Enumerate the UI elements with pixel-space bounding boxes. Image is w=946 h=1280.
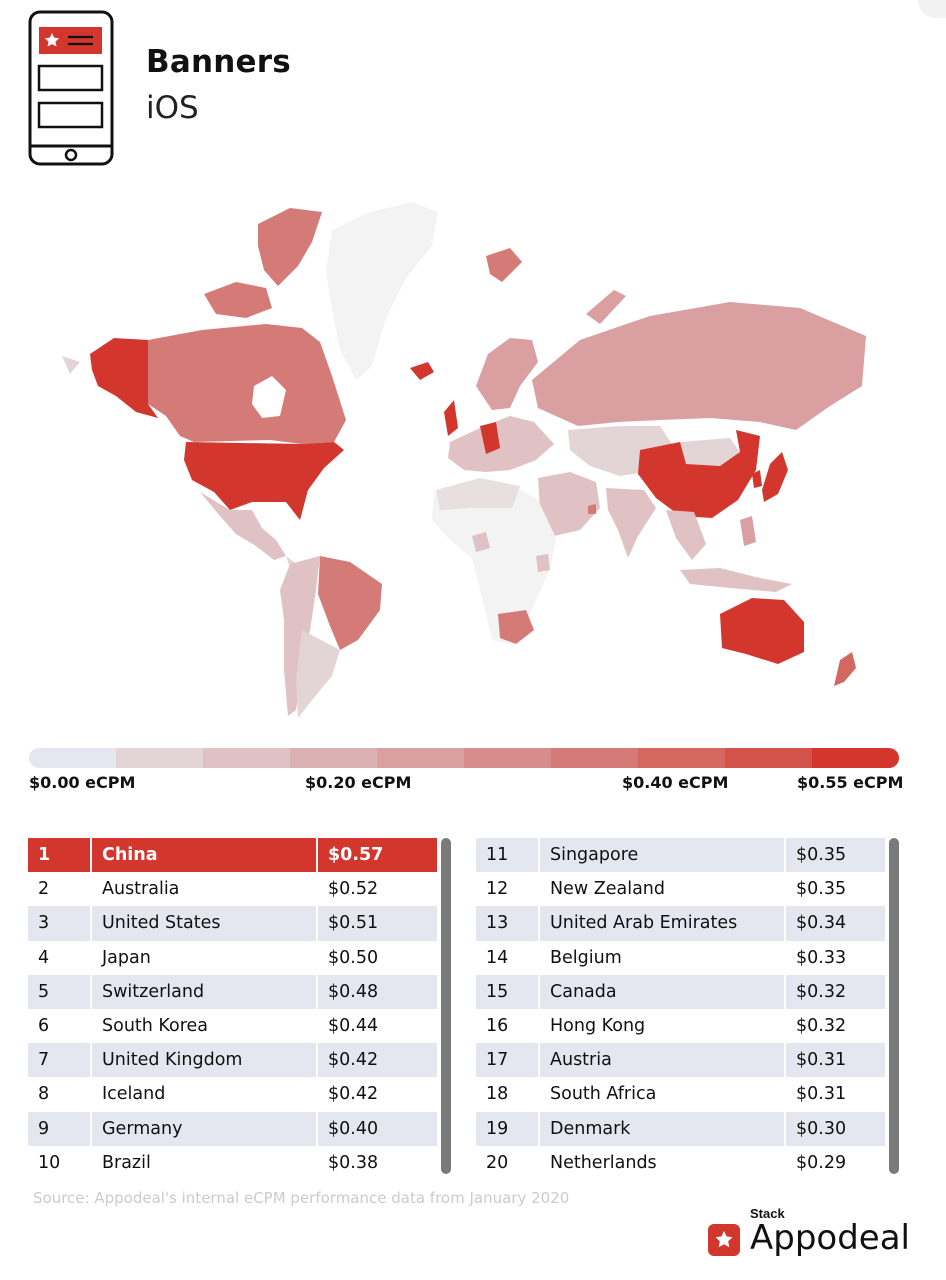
table-cell-country: Iceland (91, 1077, 317, 1111)
table-cell-country: China (91, 838, 317, 872)
legend-step (377, 748, 464, 768)
table-cell-country: South Korea (91, 1009, 317, 1043)
table-cell-rank: 4 (38, 947, 50, 968)
table-cell-value: $0.32 (785, 975, 885, 1009)
north-africa-region (436, 478, 520, 510)
legend-label-020: $0.20 eCPM (305, 773, 412, 792)
russia-region (532, 302, 866, 430)
table-cell-value: $0.32 (785, 1009, 885, 1043)
canada-region (148, 324, 346, 444)
table-cell-rank: 17 (476, 1043, 539, 1077)
scandinavia-region (476, 338, 538, 410)
legend-step (638, 748, 725, 768)
table-cell-value: $0.31 (785, 1043, 885, 1077)
table-cell-rank: 20 (486, 1152, 509, 1173)
table-row (28, 906, 437, 940)
page-subtitle: iOS (146, 90, 199, 126)
philippines-region (740, 516, 756, 546)
scrollbar-left[interactable] (441, 838, 451, 1174)
argentina-region (296, 630, 340, 718)
legend-label-min: $0.00 eCPM (29, 773, 136, 792)
united-states-region (184, 442, 344, 520)
table-row (28, 1009, 437, 1043)
kenya-region (536, 554, 550, 572)
page-title: Banners (146, 44, 291, 80)
table-cell-value: $0.51 (317, 906, 437, 940)
table-cell-country: United Arab Emirates (539, 906, 785, 940)
legend-step (290, 748, 377, 768)
table-cell-country: Brazil (91, 1146, 317, 1180)
table-cell-country: Hong Kong (539, 1009, 785, 1043)
table-cell-value: $0.38 (317, 1146, 437, 1180)
table-row (476, 838, 885, 872)
appodeal-star-logo-icon (708, 1224, 740, 1256)
table-cell-value: $0.29 (785, 1146, 885, 1180)
table-row (476, 1112, 885, 1146)
table-cell-rank: 6 (38, 1016, 50, 1037)
table-cell-value: $0.31 (785, 1077, 885, 1111)
legend-step (29, 748, 116, 768)
table-cell-country: Singapore (539, 838, 785, 872)
ranking-table-left (28, 838, 437, 1180)
table-cell-value: $0.40 (317, 1112, 437, 1146)
table-row (28, 872, 437, 906)
canada-arctic-islands (258, 208, 322, 286)
table-row (476, 975, 885, 1009)
table-cell-value: $0.50 (317, 941, 437, 975)
table-row (28, 1043, 437, 1077)
table-row (28, 1112, 437, 1146)
table-cell-rank: 19 (476, 1112, 539, 1146)
table-cell-country: Japan (91, 941, 317, 975)
table-cell-country: Austria (539, 1043, 785, 1077)
table-cell-country: Canada (539, 975, 785, 1009)
table-cell-value: $0.42 (317, 1043, 437, 1077)
table-row (28, 975, 437, 1009)
table-cell-value: $0.57 (317, 838, 437, 872)
brand-name: Appodeal (750, 1218, 911, 1258)
table-cell-rank: 5 (28, 975, 91, 1009)
source-note: Source: Appodeal's internal eCPM performance data from January 2020 (33, 1189, 570, 1207)
table-cell-value: $0.35 (785, 872, 885, 906)
table-cell-rank: 18 (486, 1084, 509, 1105)
legend-step (551, 748, 638, 768)
japan-region (762, 452, 788, 502)
indonesia-region (680, 568, 792, 592)
corner-decoration (918, 0, 946, 18)
table-cell-country: Switzerland (91, 975, 317, 1009)
mobile-phone-banner-icon (28, 10, 114, 166)
ranking-table-right (476, 838, 885, 1180)
united-kingdom-region (444, 400, 458, 436)
table-cell-value: $0.44 (317, 1009, 437, 1043)
table-cell-country: United Kingdom (91, 1043, 317, 1077)
table-cell-rank: 9 (28, 1112, 91, 1146)
canada-arctic-islands-2 (204, 282, 272, 318)
brand-stack-label: Stack (750, 1206, 785, 1221)
table-row (28, 838, 437, 872)
legend-step (725, 748, 812, 768)
table-row (476, 906, 885, 940)
table-cell-rank: 8 (38, 1084, 50, 1105)
table-row (476, 941, 885, 975)
europe-region (448, 416, 554, 472)
table-cell-rank: 2 (38, 879, 50, 900)
table-cell-rank: 13 (476, 906, 539, 940)
legend-label-040: $0.40 eCPM (622, 773, 729, 792)
table-row (28, 941, 437, 975)
table-cell-rank: 12 (486, 879, 509, 900)
table-row (476, 1077, 885, 1111)
appodeal-brand (708, 1206, 911, 1266)
legend-step (464, 748, 551, 768)
table-cell-value: $0.30 (785, 1112, 885, 1146)
australia-region (720, 598, 804, 664)
table-cell-country: Germany (91, 1112, 317, 1146)
southeast-asia-region (666, 510, 706, 560)
table-cell-value: $0.35 (785, 838, 885, 872)
table-cell-rank: 3 (28, 906, 91, 940)
brazil-region (318, 556, 382, 650)
table-cell-value: $0.42 (317, 1077, 437, 1111)
table-cell-country: Denmark (539, 1112, 785, 1146)
table-cell-value: $0.34 (785, 906, 885, 940)
ecpm-color-scale (29, 748, 899, 768)
table-cell-rank: 7 (28, 1043, 91, 1077)
table-cell-country: Belgium (539, 941, 785, 975)
world-ecpm-map (40, 190, 880, 730)
iceland-region (410, 362, 434, 380)
table-row (476, 1043, 885, 1077)
legend-step (203, 748, 290, 768)
new-zealand-region (834, 652, 856, 686)
table-cell-value: $0.48 (317, 975, 437, 1009)
greenland-region (326, 202, 438, 380)
legend-step (812, 748, 899, 768)
table-cell-country: Netherlands (539, 1146, 785, 1180)
table-cell-rank: 11 (476, 838, 539, 872)
table-cell-value: $0.33 (785, 941, 885, 975)
table-cell-rank: 14 (486, 947, 509, 968)
svalbard-region (486, 248, 522, 282)
india-region (606, 488, 656, 558)
aleutian-islands (62, 356, 80, 374)
table-cell-country: New Zealand (539, 872, 785, 906)
table-cell-rank: 16 (486, 1016, 509, 1037)
legend-step (116, 748, 203, 768)
table-cell-country: United States (91, 906, 317, 940)
table-row (28, 1146, 437, 1180)
table-row (476, 1146, 885, 1180)
table-cell-country: Australia (91, 872, 317, 906)
table-row (476, 872, 885, 906)
table-row (476, 1009, 885, 1043)
table-cell-rank: 10 (38, 1152, 61, 1173)
table-cell-rank: 1 (28, 838, 91, 872)
novaya-zemlya-region (586, 290, 626, 324)
table-row (28, 1077, 437, 1111)
table-cell-rank: 15 (476, 975, 539, 1009)
alaska-region (90, 338, 158, 418)
scrollbar-right[interactable] (889, 838, 899, 1174)
table-cell-value: $0.52 (317, 872, 437, 906)
legend-label-max: $0.55 eCPM (797, 773, 904, 792)
table-cell-country: South Africa (539, 1077, 785, 1111)
